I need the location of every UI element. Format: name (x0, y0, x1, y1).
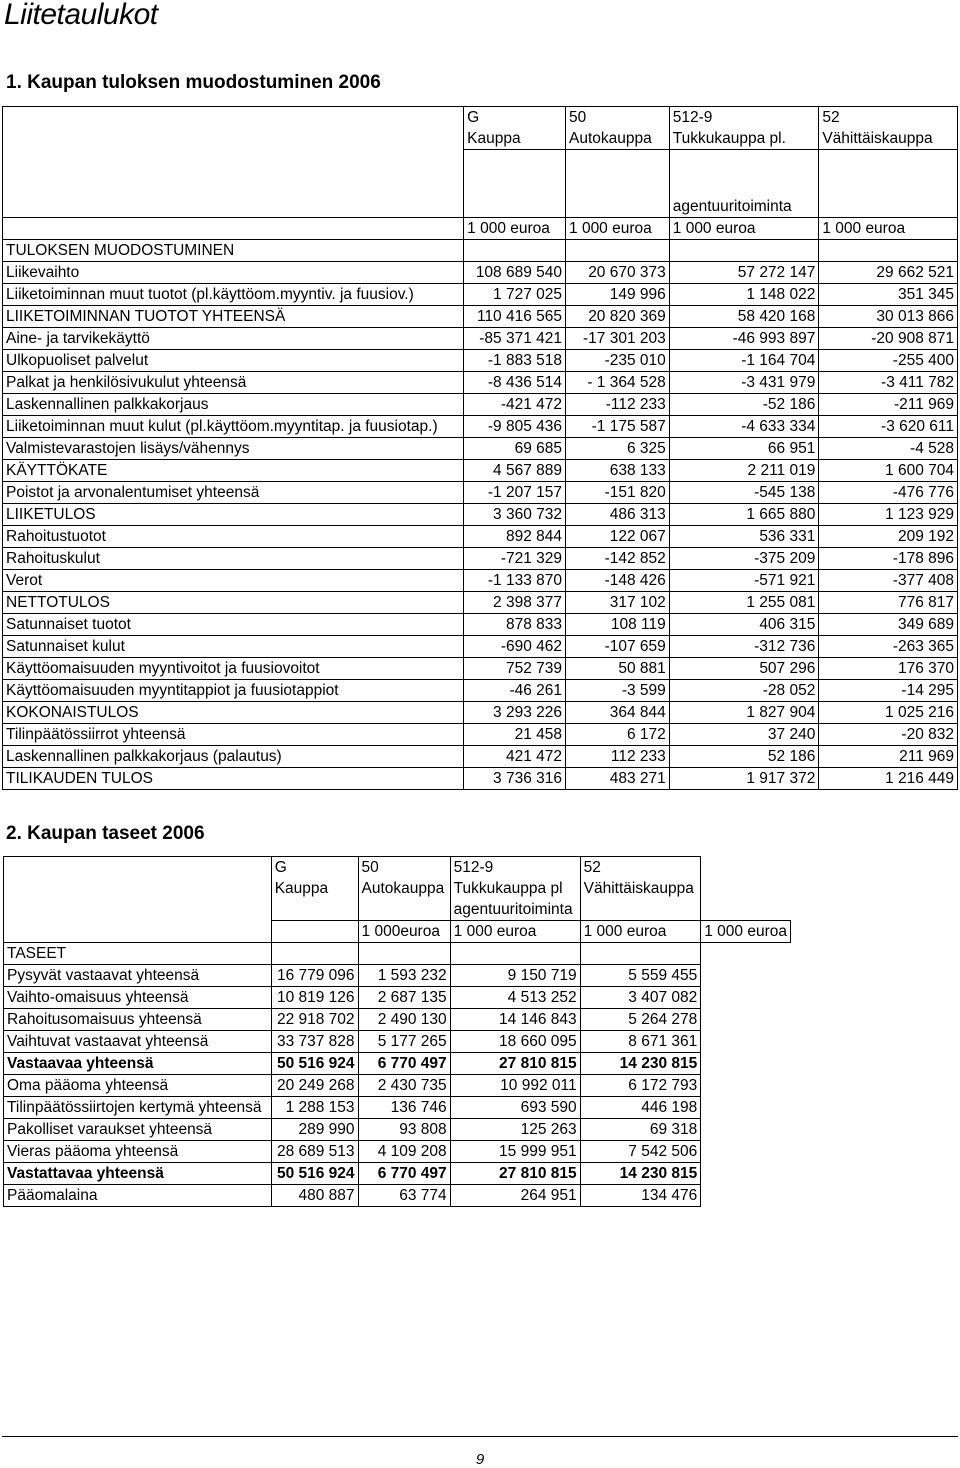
row-value: -112 233 (566, 394, 670, 416)
column-subheader (819, 150, 958, 218)
table-row (3, 680, 958, 702)
row-value: 21 458 (464, 724, 566, 746)
row-label: KOKONAISTULOS (3, 702, 464, 724)
row-value: -1 175 587 (566, 416, 670, 438)
table-row (4, 987, 791, 1009)
row-value: 20 249 268 (271, 1075, 358, 1097)
row-label: Vastaavaa yhteensä (4, 1053, 272, 1075)
table-row (3, 570, 958, 592)
row-value: - 1 364 528 (566, 372, 670, 394)
row-label: LIIKETULOS (3, 504, 464, 526)
row-value: -263 365 (819, 636, 958, 658)
row-label: Käyttöomaisuuden myyntitappiot ja fuusiotappiot (3, 680, 464, 702)
row-value: -3 620 611 (819, 416, 958, 438)
row-value: 507 296 (669, 658, 819, 680)
row-value: 108 689 540 (464, 262, 566, 284)
row-value: 22 918 702 (271, 1009, 358, 1031)
row-value: -312 736 (669, 636, 819, 658)
row-value: -9 805 436 (464, 416, 566, 438)
row-label: Satunnaiset kulut (3, 636, 464, 658)
row-value: 480 887 (271, 1185, 358, 1207)
row-value: 1 255 081 (669, 592, 819, 614)
row-value: 33 737 828 (271, 1031, 358, 1053)
unit-label: 1 000euroa (358, 921, 450, 943)
row-label: Ulkopuoliset palvelut (3, 350, 464, 372)
row-value: 693 590 (450, 1097, 580, 1119)
table-row (4, 1031, 791, 1053)
column-code: 52 (583, 859, 601, 876)
row-value: 3 360 732 (464, 504, 566, 526)
row-value: 209 192 (819, 526, 958, 548)
empty-cell (669, 240, 819, 262)
income-table (2, 106, 958, 790)
row-value: -148 426 (566, 570, 670, 592)
column-subheader (566, 150, 670, 218)
row-value: 4 567 889 (464, 460, 566, 482)
row-label: Rahoituskulut (3, 548, 464, 570)
empty-cell (819, 240, 958, 262)
row-value: 349 689 (819, 614, 958, 636)
column-header (580, 857, 701, 921)
column-subheader (464, 150, 566, 218)
row-value: 1 148 022 (669, 284, 819, 306)
row-value: 52 186 (669, 746, 819, 768)
empty-cell (464, 240, 566, 262)
row-value: 776 817 (819, 592, 958, 614)
column-header (669, 107, 819, 150)
row-value: 446 198 (580, 1097, 701, 1119)
row-value: -28 052 (669, 680, 819, 702)
row-value: 486 313 (566, 504, 670, 526)
row-value: 50 516 924 (271, 1053, 358, 1075)
column-name: Tukkukauppa pl. (672, 130, 786, 147)
unit-label: 1 000 euroa (580, 921, 701, 943)
header-empty-cell (4, 857, 272, 943)
row-value: 1 288 153 (271, 1097, 358, 1119)
row-value: 27 810 815 (450, 1163, 580, 1185)
table-row (3, 504, 958, 526)
header-empty-cell (3, 107, 464, 218)
row-value: 29 662 521 (819, 262, 958, 284)
section-label: TULOKSEN MUODOSTUMINEN (3, 240, 464, 262)
row-value: -571 921 (669, 570, 819, 592)
table-row (3, 262, 958, 284)
row-value: -178 896 (819, 548, 958, 570)
column-header (358, 857, 450, 921)
row-value: 211 969 (819, 746, 958, 768)
row-label: LIIKETOIMINNAN TUOTOT YHTEENSÄ (3, 306, 464, 328)
row-label: Rahoitusomaisuus yhteensä (4, 1009, 272, 1031)
row-label: Vastattavaa yhteensä (4, 1163, 272, 1185)
row-value: -14 295 (819, 680, 958, 702)
column-code: 52 (822, 109, 840, 126)
row-value: 10 992 011 (450, 1075, 580, 1097)
empty-cell (566, 240, 670, 262)
row-value: 5 177 265 (358, 1031, 450, 1053)
row-value: 125 263 (450, 1119, 580, 1141)
column-name: Kauppa (467, 130, 521, 147)
row-label: Verot (3, 570, 464, 592)
table-row (3, 372, 958, 394)
table-row (3, 768, 958, 790)
row-label: Vieras pääoma yhteensä (4, 1141, 272, 1163)
row-value: 406 315 (669, 614, 819, 636)
table-row (3, 526, 958, 548)
row-value: -4 633 334 (669, 416, 819, 438)
row-value: 14 230 815 (580, 1163, 701, 1185)
row-value: -20 832 (819, 724, 958, 746)
row-label: NETTOTULOS (3, 592, 464, 614)
row-value: -1 133 870 (464, 570, 566, 592)
row-value: -721 329 (464, 548, 566, 570)
column-name: Tukkukauppa pl (453, 880, 563, 897)
row-value: 421 472 (464, 746, 566, 768)
row-value: 1 123 929 (819, 504, 958, 526)
table-row (3, 394, 958, 416)
row-value: -421 472 (464, 394, 566, 416)
table-row (3, 350, 958, 372)
row-value: 6 770 497 (358, 1053, 450, 1075)
row-value: -1 164 704 (669, 350, 819, 372)
table-row (3, 636, 958, 658)
column-header (464, 107, 566, 150)
section-2-title: 2. Kaupan taseet 2006 (6, 823, 205, 844)
unit-label: 1 000 euroa (701, 921, 791, 943)
row-value: 122 067 (566, 526, 670, 548)
row-value: 289 990 (271, 1119, 358, 1141)
row-value: 7 542 506 (580, 1141, 701, 1163)
column-code: 512-9 (672, 109, 713, 126)
row-value: 3 736 316 (464, 768, 566, 790)
row-value: 30 013 866 (819, 306, 958, 328)
section-label-row (3, 240, 958, 262)
row-value: -4 528 (819, 438, 958, 460)
empty-cell (271, 943, 358, 965)
row-value: 20 820 369 (566, 306, 670, 328)
row-value: -1 883 518 (464, 350, 566, 372)
row-value: 638 133 (566, 460, 670, 482)
table-row (4, 1097, 791, 1119)
row-value: -3 411 782 (819, 372, 958, 394)
row-value: 27 810 815 (450, 1053, 580, 1075)
row-value: -690 462 (464, 636, 566, 658)
units-empty-cell (3, 218, 464, 240)
row-value: -85 371 421 (464, 328, 566, 350)
empty-cell (450, 943, 580, 965)
row-value: -235 010 (566, 350, 670, 372)
row-label: Satunnaiset tuotot (3, 614, 464, 636)
row-value: -17 301 203 (566, 328, 670, 350)
row-value: 1 917 372 (669, 768, 819, 790)
table-row (4, 1075, 791, 1097)
balance-table (3, 856, 791, 1207)
row-value: 66 951 (669, 438, 819, 460)
row-value: 536 331 (669, 526, 819, 548)
table-row (3, 460, 958, 482)
row-value: 1 827 904 (669, 702, 819, 724)
row-value: 136 746 (358, 1097, 450, 1119)
column-header (566, 107, 670, 150)
column-name: Kauppa (274, 880, 329, 897)
row-label: Vaihtuvat vastaavat yhteensä (4, 1031, 272, 1053)
row-value: 58 420 168 (669, 306, 819, 328)
row-value: 2 687 135 (358, 987, 450, 1009)
column-header (450, 857, 580, 921)
row-value: 351 345 (819, 284, 958, 306)
header-row (3, 107, 958, 150)
row-value: 108 119 (566, 614, 670, 636)
row-value: 752 739 (464, 658, 566, 680)
row-value: 1 665 880 (669, 504, 819, 526)
row-label: KÄYTTÖKATE (3, 460, 464, 482)
table-row (4, 1009, 791, 1031)
row-value: 3 407 082 (580, 987, 701, 1009)
column-name: Autokauppa (361, 880, 445, 897)
row-value: -46 993 897 (669, 328, 819, 350)
units-empty-cell (271, 921, 358, 943)
header-row (4, 857, 791, 921)
column-code: G (467, 109, 480, 126)
page-number: 9 (475, 1451, 485, 1468)
row-label: TILIKAUDEN TULOS (3, 768, 464, 790)
row-value: 6 770 497 (358, 1163, 450, 1185)
column-subname: agentuuritoiminta (453, 901, 573, 918)
page-title: Liitetaulukot (4, 0, 158, 31)
unit-label: 1 000 euroa (464, 218, 566, 240)
row-value: -476 776 (819, 482, 958, 504)
row-label: Pysyvät vastaavat yhteensä (4, 965, 272, 987)
row-value: 1 600 704 (819, 460, 958, 482)
column-code: 512-9 (453, 859, 494, 876)
section-label: TASEET (4, 943, 272, 965)
column-code: 50 (361, 859, 379, 876)
row-value: -375 209 (669, 548, 819, 570)
row-value: 28 689 513 (271, 1141, 358, 1163)
row-value: 63 774 (358, 1185, 450, 1207)
row-value: 93 808 (358, 1119, 450, 1141)
row-value: -211 969 (819, 394, 958, 416)
row-value: 1 216 449 (819, 768, 958, 790)
table-row (4, 1119, 791, 1141)
row-value: 2 211 019 (669, 460, 819, 482)
row-value: 4 513 252 (450, 987, 580, 1009)
table-row (4, 1053, 791, 1075)
unit-label: 1 000 euroa (669, 218, 819, 240)
row-value: 14 146 843 (450, 1009, 580, 1031)
row-value: -255 400 (819, 350, 958, 372)
row-value: 3 293 226 (464, 702, 566, 724)
row-value: 5 559 455 (580, 965, 701, 987)
table-row (4, 965, 791, 987)
table-row (4, 1185, 791, 1207)
row-value: 1 025 216 (819, 702, 958, 724)
row-value: 483 271 (566, 768, 670, 790)
row-value: 69 685 (464, 438, 566, 460)
row-label: Aine- ja tarvikekäyttö (3, 328, 464, 350)
row-value: 112 233 (566, 746, 670, 768)
row-label: Rahoitustuotot (3, 526, 464, 548)
row-value: 57 272 147 (669, 262, 819, 284)
row-value: 176 370 (819, 658, 958, 680)
row-label: Liiketoiminnan muut tuotot (pl.käyttöom.myyntiv. ja fuusiov.) (3, 284, 464, 306)
table-row (4, 1141, 791, 1163)
table-row (3, 284, 958, 306)
column-subheader: agentuuritoiminta (669, 150, 819, 218)
row-label: Vaihto-omaisuus yhteensä (4, 987, 272, 1009)
row-value: -8 436 514 (464, 372, 566, 394)
table-row (3, 658, 958, 680)
row-label: Tilinpäätössiirtojen kertymä yhteensä (4, 1097, 272, 1119)
table-row (3, 702, 958, 724)
empty-cell (358, 943, 450, 965)
empty-cell (580, 943, 701, 965)
row-value: 15 999 951 (450, 1141, 580, 1163)
units-row (3, 218, 958, 240)
row-value: 14 230 815 (580, 1053, 701, 1075)
row-value: -107 659 (566, 636, 670, 658)
unit-label: 1 000 euroa (566, 218, 670, 240)
footer-divider (2, 1436, 958, 1437)
row-value: 6 172 (566, 724, 670, 746)
table-row (3, 482, 958, 504)
row-value: 134 476 (580, 1185, 701, 1207)
row-value: 5 264 278 (580, 1009, 701, 1031)
unit-label: 1 000 euroa (450, 921, 580, 943)
column-name: Vähittäiskauppa (822, 130, 933, 147)
row-value: 264 951 (450, 1185, 580, 1207)
row-value: 2 490 130 (358, 1009, 450, 1031)
column-code: G (274, 859, 287, 876)
row-value: -3 431 979 (669, 372, 819, 394)
row-value: 1 593 232 (358, 965, 450, 987)
row-value: -142 852 (566, 548, 670, 570)
column-header (819, 107, 958, 150)
row-value: -46 261 (464, 680, 566, 702)
row-value: 37 240 (669, 724, 819, 746)
row-value: -3 599 (566, 680, 670, 702)
row-label: Liikevaihto (3, 262, 464, 284)
table-row (3, 724, 958, 746)
section-1-title: 1. Kaupan tuloksen muodostuminen 2006 (6, 72, 381, 93)
row-value: -151 820 (566, 482, 670, 504)
row-label: Laskennallinen palkkakorjaus (3, 394, 464, 416)
row-label: Tilinpäätössiirrot yhteensä (3, 724, 464, 746)
row-value: 50 516 924 (271, 1163, 358, 1185)
row-value: 18 660 095 (450, 1031, 580, 1053)
row-value: 364 844 (566, 702, 670, 724)
column-name: Vähittäiskauppa (583, 880, 694, 897)
row-value: -1 207 157 (464, 482, 566, 504)
column-header (271, 857, 358, 921)
table-row (4, 1163, 791, 1185)
row-label: Pääomalaina (4, 1185, 272, 1207)
row-value: -20 908 871 (819, 328, 958, 350)
table-row (3, 438, 958, 460)
row-label: Oma pääoma yhteensä (4, 1075, 272, 1097)
row-value: -52 186 (669, 394, 819, 416)
row-label: Valmistevarastojen lisäys/vähennys (3, 438, 464, 460)
unit-label: 1 000 euroa (819, 218, 958, 240)
table-row (3, 306, 958, 328)
row-value: 317 102 (566, 592, 670, 614)
row-label: Pakolliset varaukset yhteensä (4, 1119, 272, 1141)
row-value: 16 779 096 (271, 965, 358, 987)
table-row (3, 592, 958, 614)
table-row (3, 416, 958, 438)
row-value: 9 150 719 (450, 965, 580, 987)
row-value: 6 325 (566, 438, 670, 460)
section-label-row (4, 943, 791, 965)
row-value: -377 408 (819, 570, 958, 592)
row-label: Käyttöomaisuuden myyntivoitot ja fuusiovoitot (3, 658, 464, 680)
row-value: 2 398 377 (464, 592, 566, 614)
row-value: 50 881 (566, 658, 670, 680)
table-row (3, 746, 958, 768)
row-value: 892 844 (464, 526, 566, 548)
row-label: Liiketoiminnan muut kulut (pl.käyttöom.myyntitap. ja fuusiotap.) (3, 416, 464, 438)
table-row (3, 548, 958, 570)
row-label: Palkat ja henkilösivukulut yhteensä (3, 372, 464, 394)
column-code: 50 (569, 109, 587, 126)
row-label: Laskennallinen palkkakorjaus (palautus) (3, 746, 464, 768)
row-value: 149 996 (566, 284, 670, 306)
row-value: 110 416 565 (464, 306, 566, 328)
row-value: 6 172 793 (580, 1075, 701, 1097)
row-value: 10 819 126 (271, 987, 358, 1009)
row-value: 878 833 (464, 614, 566, 636)
row-value: -545 138 (669, 482, 819, 504)
table-row (3, 614, 958, 636)
row-label: Poistot ja arvonalentumiset yhteensä (3, 482, 464, 504)
row-value: 69 318 (580, 1119, 701, 1141)
row-value: 8 671 361 (580, 1031, 701, 1053)
row-value: 2 430 735 (358, 1075, 450, 1097)
row-value: 4 109 208 (358, 1141, 450, 1163)
table-row (3, 328, 958, 350)
row-value: 1 727 025 (464, 284, 566, 306)
row-value: 20 670 373 (566, 262, 670, 284)
column-name: Autokauppa (569, 130, 652, 147)
